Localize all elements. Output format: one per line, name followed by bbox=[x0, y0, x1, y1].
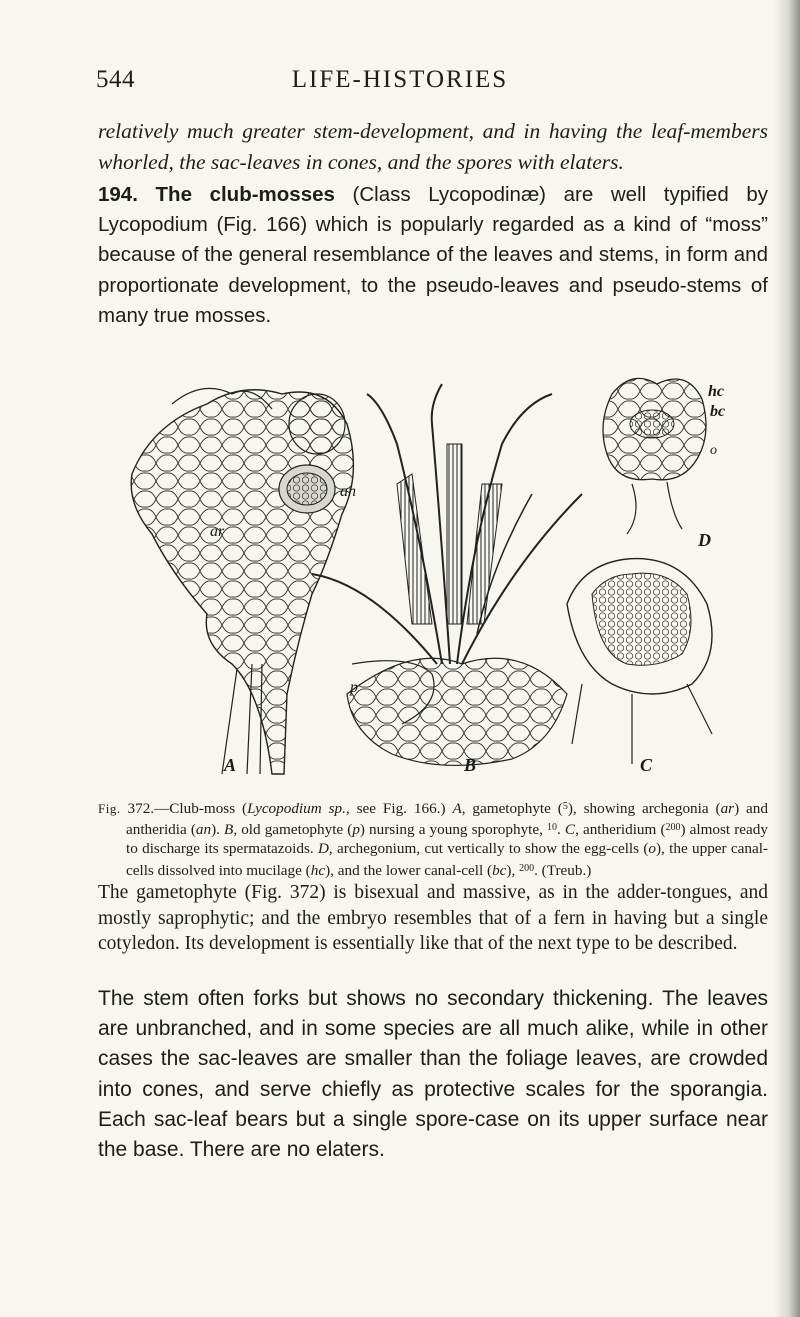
section-heading: The club-mosses bbox=[155, 183, 335, 206]
caption-text: , see Fig. 166.) bbox=[345, 800, 453, 817]
caption-abbrev: an bbox=[195, 821, 212, 839]
caption-text: , archegonium, cut vertically to show the egg-cells ( bbox=[328, 840, 649, 858]
section-number: 194. bbox=[98, 183, 138, 206]
caption-letter: A bbox=[452, 800, 462, 817]
page-edge-shadow bbox=[774, 0, 800, 1317]
label-hc: hc bbox=[708, 383, 724, 400]
section-194-paragraph bbox=[98, 180, 768, 331]
caption-text: ), the upper canal-cells dissolved into mucilage ( bbox=[126, 840, 768, 879]
sporophyte-B-drawing bbox=[312, 384, 582, 765]
running-head: LIFE-HISTORIES bbox=[291, 66, 509, 93]
caption-abbrev: ar bbox=[720, 800, 735, 817]
figure-caption bbox=[98, 797, 768, 880]
gametophyte-paragraph: The gametophyte (Fig. 372) is bisexual and massive, as in the adder-tongues, and mostly saprophytic; and the embryo resembles that of a fern in having but a single cotyledon. Its development is essentially like that of the next type to be described. bbox=[98, 882, 768, 955]
caption-text: . bbox=[557, 821, 565, 839]
caption-magnification: 200 bbox=[665, 822, 681, 834]
caption-text: ), showing archegonia ( bbox=[567, 800, 721, 817]
stem-paragraph: The stem often forks but shows no secondary thickening. The leaves are unbranched, and in some species are all much alike, while in other cases the sac-leaves are smaller than the foliage leaves, are crowded into cones, and serve chiefly as protective scales for the sporangia. Each sac-leaf bears but a single spore-case on its upper surface near the base. There are no elaters. bbox=[98, 987, 768, 1162]
antheridium-C-drawing bbox=[567, 559, 712, 764]
archegonium-D-drawing bbox=[603, 378, 706, 534]
page-number: 544 bbox=[96, 66, 135, 93]
caption-text: ) almost ready to discharge its spermatazoids. bbox=[126, 821, 768, 858]
caption-text: ). bbox=[211, 821, 225, 839]
label-p: p bbox=[350, 679, 358, 696]
label-A: A bbox=[224, 755, 237, 775]
caption-abbrev: p bbox=[352, 821, 360, 839]
caption-text: ) nursing a young sporophyte, bbox=[359, 821, 548, 839]
caption-fig-label: Fig. bbox=[98, 801, 121, 816]
label-an: an bbox=[340, 483, 356, 500]
label-C: C bbox=[640, 755, 653, 775]
label-ar: ar bbox=[210, 523, 225, 540]
figure-372-illustration bbox=[112, 364, 746, 778]
caption-text: , antheridium ( bbox=[575, 821, 666, 839]
paragraph-continuation: relatively much greater stem-development, and in having the leaf-members whorled, the sac-leaves in cones, and the spores with elaters. bbox=[98, 119, 768, 174]
label-bc: bc bbox=[710, 403, 726, 420]
caption-magnification: 200 bbox=[519, 862, 535, 874]
caption-magnification: 5 bbox=[562, 801, 568, 812]
caption-species: Lycopodium sp. bbox=[247, 800, 346, 817]
caption-text: . (Treub.) bbox=[534, 861, 592, 879]
caption-fig-number: 372. bbox=[127, 800, 155, 817]
label-D: D bbox=[698, 530, 711, 550]
caption-letter: B bbox=[224, 821, 234, 839]
caption-abbrev: o bbox=[648, 840, 656, 858]
caption-text: , gametophyte ( bbox=[461, 800, 563, 817]
caption-letter: D bbox=[317, 840, 329, 858]
caption-text: —Club-moss ( bbox=[154, 800, 248, 817]
label-B: B bbox=[464, 755, 477, 775]
caption-text: ), and the lower canal-cell ( bbox=[325, 861, 493, 879]
caption-text: ) and antheridia ( bbox=[126, 800, 768, 839]
caption-letter: C bbox=[564, 821, 576, 839]
gametophyte-A-drawing bbox=[131, 388, 353, 774]
section-text: (Class Lycopodinæ) are well typified by Lycopodium (Fig. 166) which is popularly regarded as a kind of “moss” because of the general resemblance of the leaves and stems, in form and proportionate development, to the pseudo-leaves and pseudo-stems of many true mosses. bbox=[98, 183, 769, 327]
label-o: o bbox=[710, 443, 717, 458]
caption-abbrev: hc bbox=[310, 861, 326, 879]
caption-text: , old gametophyte ( bbox=[233, 821, 353, 839]
caption-abbrev: bc bbox=[492, 861, 507, 879]
caption-magnification: 10 bbox=[547, 822, 558, 834]
caption-text: ), bbox=[506, 861, 520, 879]
